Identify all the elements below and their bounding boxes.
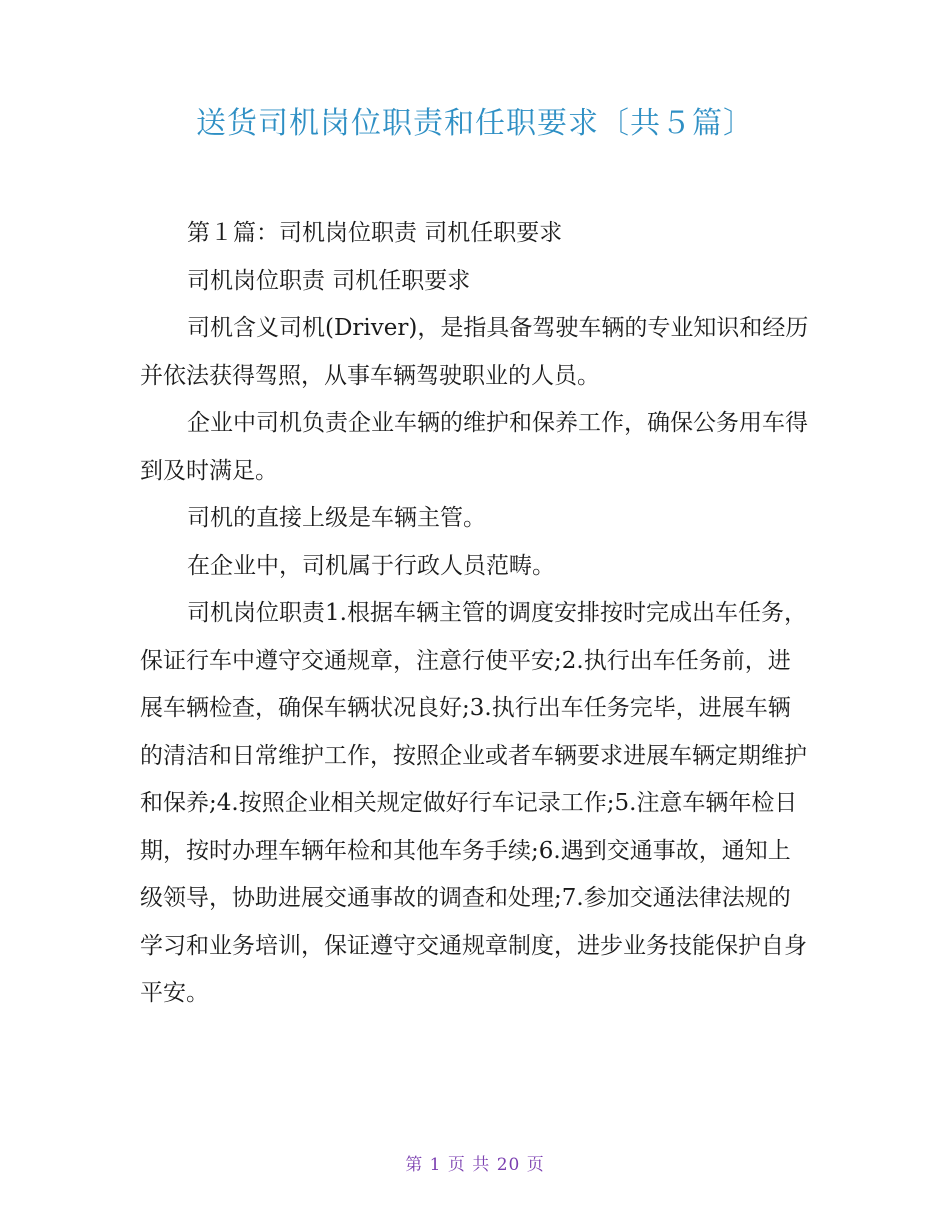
paragraph-5: 司机的直接上级是车辆主管。: [187, 505, 486, 531]
page-number-footer: 第 1 页 共 20 页: [405, 1155, 545, 1175]
paragraph-2: 司机岗位职责 司机任职要求: [187, 267, 471, 294]
document-title: 送货司机岗位职责和任职要求〔共５篇〕: [196, 106, 754, 141]
paragraph-4: 企业中司机负责企业车辆的维护和保养工作，确保公务用车得到及时满足。: [140, 410, 808, 484]
paragraph-6: 在企业中，司机属于行政人员范畴。: [187, 552, 555, 579]
paragraph-1: 第１篇：司机岗位职责 司机任职要求: [187, 220, 563, 246]
paragraph-3: 司机含义司机(Driver)，是指具备驾驶车辆的专业知识和经历并依法获得驾照，从事车辆驾驶职业的人员。: [140, 315, 809, 389]
document-body: [140, 210, 812, 1018]
paragraph-7: 司机岗位职责1.根据车辆主管的调度安排按时完成出车任务，保证行车中遵守交通规章，注意行使平安;2.执行出车任务前，进展车辆检查，确保车辆状况良好;3.执行出车任务完毕，进展车辆的清洁和日常维护工作，按照企业或者车辆要求进展车辆定期维护和保养;4.按照企业相关规定做好行车记录工作;5.注意车辆年检日期，按时办理车辆年检和其他车务手续;6.遇到交通事故，通知上级领导，协助进展交通事故的调查和处理;7.参加交通法律法规的学习和业务培训，保证遵守交通规章制度，进步业务技能保护自身平安。: [140, 600, 807, 1006]
